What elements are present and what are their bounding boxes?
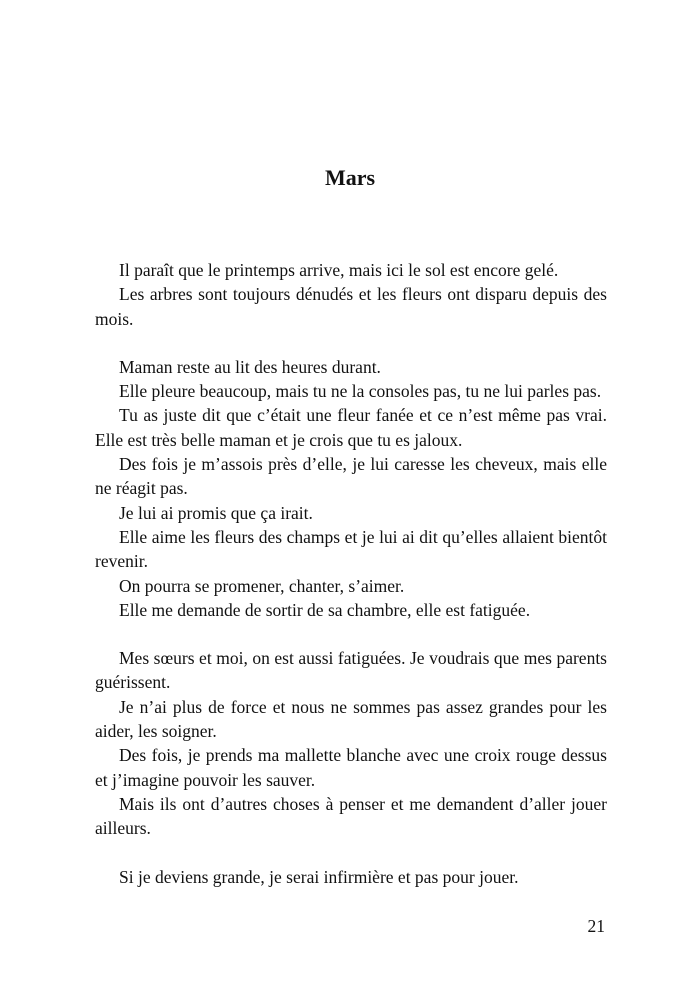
section-gap xyxy=(95,841,607,865)
paragraph: Il paraît que le printemps arrive, mais ici le sol est encore gelé. xyxy=(119,260,559,280)
paragraph: Mais ils ont d’autres choses à penser et me demandent d’aller jouer ailleurs. xyxy=(95,793,607,839)
paragraph: Si je deviens grande, je serai infirmière et pas pour jouer. xyxy=(119,866,519,887)
paragraph: Maman reste au lit des heures durant. xyxy=(119,356,381,377)
paragraph: Je lui ai promis que ça irait. xyxy=(119,502,313,523)
paragraph: Elle aime les fleurs des champs et je lui ai dit qu’elles allaient bientôt revenir. xyxy=(95,526,607,572)
page-number: 21 xyxy=(587,916,605,936)
paragraph: Les arbres sont toujours dénudés et les fleurs ont disparu depuis des mois. xyxy=(95,284,607,329)
paragraph: Je n’ai plus de force et nous ne sommes pas assez grandes pour les aider, les soigner. xyxy=(95,696,607,742)
paragraph: Des fois je m’assois près d’elle, je lui caresse les cheveux, mais elle ne réagit pas. xyxy=(95,454,607,499)
paragraph: Des fois, je prends ma mallette blanche avec une croix rouge dessus et j’imagine pouvoir les sauver. xyxy=(95,745,607,790)
paragraph: Mes sœurs et moi, on est aussi fatiguées. Je voudrais que mes parents guérissent. xyxy=(95,648,607,693)
paragraph: On pourra se promener, chanter, s’aimer. xyxy=(119,575,405,596)
paragraph: Elle me demande de sortir de sa chambre, elle est fatiguée. xyxy=(119,599,531,620)
paragraph: Elle pleure beaucoup, mais tu ne la consoles pas, tu ne lui parles pas. xyxy=(119,381,602,402)
body-text xyxy=(95,258,607,889)
paragraph: Tu as juste dit que c’était une fleur fanée et ce n’est même pas vrai. Elle est très belle maman et je crois que tu es jaloux. xyxy=(95,405,607,450)
section-gap xyxy=(95,622,607,646)
chapter-title: Mars xyxy=(324,165,376,190)
section-gap xyxy=(95,331,607,355)
